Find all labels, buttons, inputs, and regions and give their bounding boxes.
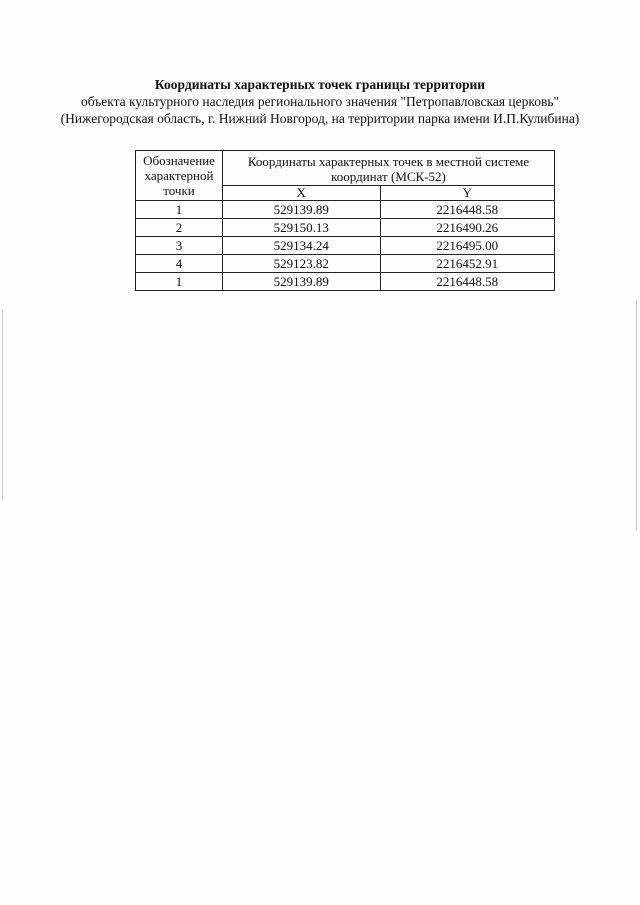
scan-edge-mark bbox=[2, 310, 3, 500]
cell-point: 4 bbox=[136, 255, 223, 273]
document-subtitle-line-1: объекта культурного наследия регионального значения "Петропавловская церковь" bbox=[80, 94, 560, 109]
table-row bbox=[136, 201, 555, 219]
header-point-label-line: Обозначение bbox=[143, 153, 215, 168]
header-point-label-line: характерной bbox=[144, 168, 214, 183]
cell-point: 1 bbox=[136, 273, 223, 291]
cell-x: 529139.89 bbox=[223, 201, 381, 219]
scan-edge-mark bbox=[636, 300, 637, 530]
header-coordinate-system bbox=[223, 151, 555, 186]
header-system-line: Координаты характерных точек в местной системе bbox=[247, 153, 530, 169]
document-subtitle-line-2: (Нижегородская область, г. Нижний Новгород, на территории парка имени И.П.Кулибина) bbox=[60, 111, 580, 126]
cell-y: 2216448.58 bbox=[380, 273, 555, 291]
table-row bbox=[136, 255, 555, 273]
cell-x: 529150.13 bbox=[223, 219, 381, 237]
table-header-row bbox=[136, 151, 555, 186]
cell-x: 529139.89 bbox=[223, 273, 381, 291]
header-point-designation bbox=[136, 151, 223, 201]
cell-x: 529123.82 bbox=[223, 255, 381, 273]
header-point-label-line: точки bbox=[163, 183, 195, 198]
header-y: Y bbox=[380, 186, 555, 201]
document-heading bbox=[0, 76, 640, 127]
table-row bbox=[136, 273, 555, 291]
cell-y: 2216452.91 bbox=[380, 255, 555, 273]
cell-point: 2 bbox=[136, 219, 223, 237]
cell-point: 3 bbox=[136, 237, 223, 255]
table-row bbox=[136, 219, 555, 237]
cell-point: 1 bbox=[136, 201, 223, 219]
cell-y: 2216495.00 bbox=[380, 237, 555, 255]
header-x: X bbox=[223, 186, 381, 201]
header-system-line: координат (МСК-52) bbox=[331, 168, 446, 184]
table-row bbox=[136, 237, 555, 255]
document-title: Координаты характерных точек границы территории bbox=[154, 77, 486, 92]
cell-x: 529134.24 bbox=[223, 237, 381, 255]
cell-y: 2216490.26 bbox=[380, 219, 555, 237]
cell-y: 2216448.58 bbox=[380, 201, 555, 219]
coordinates-table bbox=[135, 150, 555, 291]
